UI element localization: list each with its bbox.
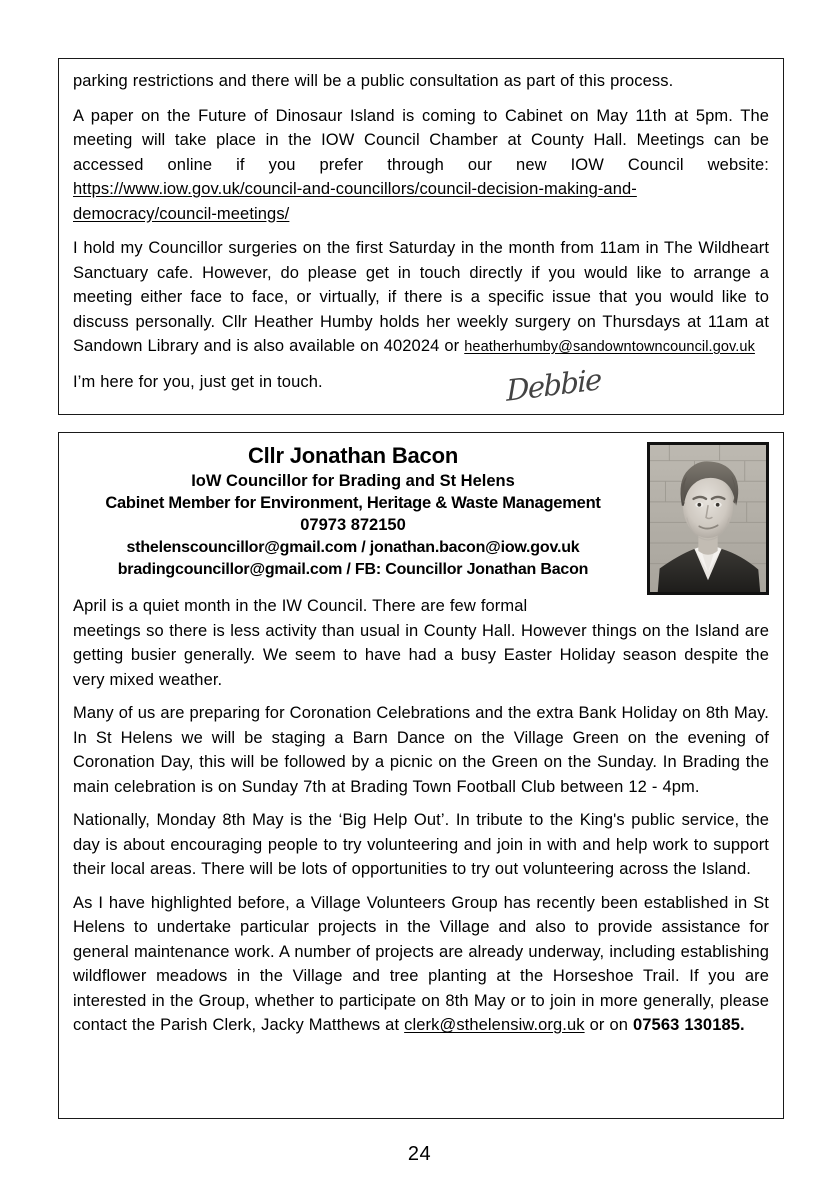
councillor-name: Cllr Jonathan Bacon <box>247 443 459 468</box>
paragraph-village-volunteers <box>73 891 769 1038</box>
paragraph-surgeries <box>73 236 769 360</box>
paragraph-april-first-line: April is a quiet month in the IW Council. There are few formal <box>73 597 528 615</box>
paragraph-dinosaur-island <box>73 104 769 227</box>
paragraph-parking: parking restrictions and there will be a public consultation as part of this process. <box>73 72 674 90</box>
page-number: 24 <box>407 1143 432 1165</box>
cllr-jonathan-bacon-panel <box>58 432 784 1119</box>
councillor-letter-panel <box>58 58 784 415</box>
council-meetings-link[interactable]: https://www.iow.gov.uk/council-and-councillors/council-decision-making-and-democracy/council-meetings/ <box>73 180 637 223</box>
portrait-photo-image <box>650 445 766 592</box>
paragraph-big-help-out: Nationally, Monday 8th May is the ‘Big Help Out’. In tribute to the King's public service, the day is about encouraging people to try volunteering and join in with and help work to support their local areas. There will be lots of opportunities to try out volunteering across the Island. <box>73 811 769 878</box>
paragraph-village-volunteers-text: As I have highlighted before, a Village Volunteers Group has recently been established in St Helens to undertake particular projects in the Village and also to provide assistance for general maintenance work. A number of projects are already underway, including establishing wildflower meadows in the Village and tree planting at the Horseshoe Trail. If you are interested in the Group, whether to participate on 8th May or to join in more generally, please contact the Parish Clerk, Jacky Matthews at <box>73 893 769 1034</box>
paragraph-dinosaur-island-text: A paper on the Future of Dinosaur Island is coming to Cabinet on May 11th at 5pm. The meeting will take place in the IOW Council Chamber at County Hall. Meetings can be accessed online if you prefer through our new IOW Council website: <box>73 106 769 174</box>
bacon-header <box>73 442 769 594</box>
paragraph-april <box>73 594 769 692</box>
clerk-mid-text: or on <box>584 1016 633 1034</box>
councillor-role: IoW Councillor for Brading and St Helens <box>191 472 515 490</box>
councillor-emails-line1[interactable]: sthelenscouncillor@gmail.com / jonathan.bacon@iow.gov.uk <box>126 539 580 556</box>
paragraph-surgeries-text: I hold my Councillor surgeries on the first Saturday in the month from 11am in The Wildheart Sanctuary cafe. However, do please get in touch directly if you would like to arrange a meeting either face to face, or virtually, if there is a specific issue that you would like to discuss personally. Cllr Heather Humby holds her weekly surgery on Thursdays at 11am at Sandown Library and is also available on 402024 or <box>73 239 769 355</box>
clerk-email-link[interactable]: clerk@sthelensiw.org.uk <box>404 1016 585 1034</box>
councillor-emails-line2[interactable]: bradingcouncillor@gmail.com / FB: Councillor Jonathan Bacon <box>117 561 589 578</box>
heather-humby-email-link[interactable]: heatherhumby@sandowntowncouncil.gov.uk <box>464 339 755 355</box>
portrait-photo <box>647 442 769 595</box>
paragraph-coronation: Many of us are preparing for Coronation Celebrations and the extra Bank Holiday on 8th May. In St Helens we will be staging a Barn Dance on the Village Green on the evening of Coronation Day, this will be followed by a picnic on the Green on the Sunday. In Brading the main celebration is on Sunday 7th at Brading Town Football Club between 12 - 4pm. <box>73 704 769 796</box>
councillor-phone: 07973 872150 <box>300 516 406 534</box>
cabinet-role: Cabinet Member for Environment, Heritage & Waste Management <box>105 494 601 512</box>
paragraph-april-rest: meetings so there is less activity than usual in County Hall. However things on the Island are getting busier generally. We seem to have had a busy Easter Holiday season despite the very mixed weather. <box>73 621 769 689</box>
bacon-headlines <box>73 442 633 581</box>
clerk-phone: 07563 130185. <box>633 1016 745 1034</box>
handwritten-signature: Debbie <box>506 362 601 408</box>
paragraph-closing: I’m here for you, just get in touch. <box>73 372 323 391</box>
